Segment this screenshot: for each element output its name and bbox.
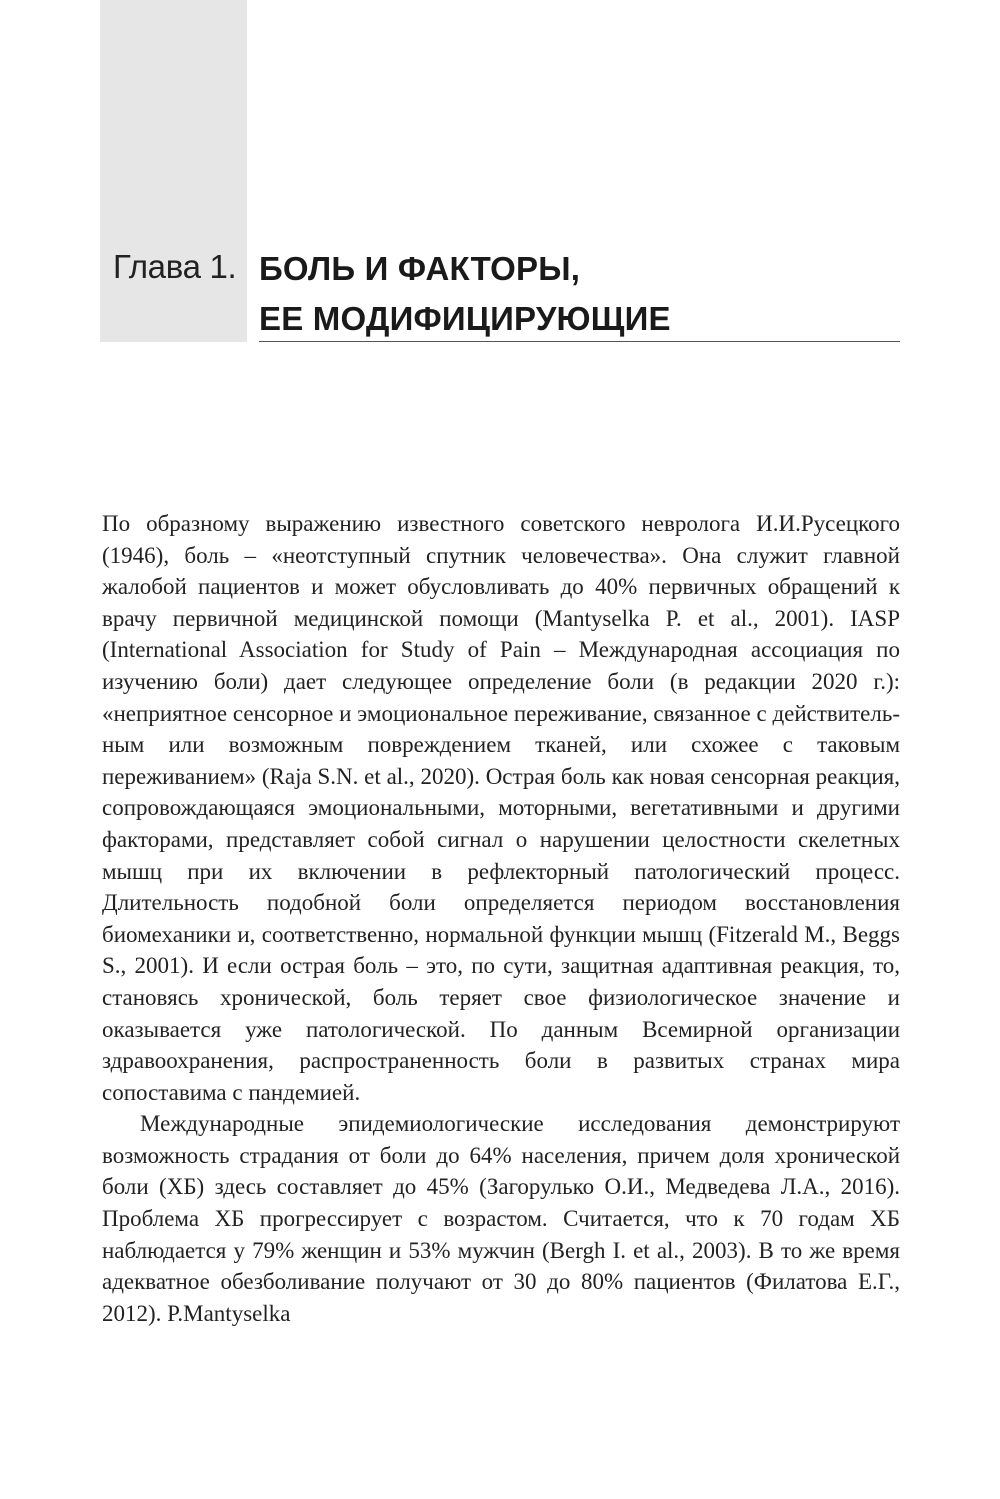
chapter-title [259, 244, 899, 344]
title-underline-rule [259, 341, 900, 342]
chapter-number-label: Глава 1. [113, 248, 237, 285]
paragraph-1: По образному выражению известного советского невролога И.И.Русецкого (1946), боль – «неотступный спутник человечества». Она служит главной жалобой пациентов и может обусловливать до 40% первичных обращений к врачу первичной медицинской помощи (Mantyselka P. et al., 2001). IASP (International Association for Study of Pain – Международная ассоциация по изучению боли) дает следующее определение боли (в редакции 2020 г.): «неприятное сенсорное и эмоциональное переживание, связанное с действительным или возможным повреждением тканей, или схожее с таковым переживанием» (Raja S.N. et al., 2020). Острая боль как новая сенсорная реакция, сопровождающаяся эмоциональными, моторными, вегетативными и другими факторами, представляет собой сигнал о нарушении целостности скелетных мышц при их включении в рефлекторный патологический процесс. Длительность подобной боли определяется периодом восстановления биомеханики и, соответственно, нормальной функции мышц (Fitzerald M., Beggs S., 2001). И если острая боль – это, по сути, защитная адаптивная реакция, то, становясь хронической, боль теряет свое физиологическое значение и оказывается уже патологической. По данным Всемирной организации здравоохранения, распространенность боли в развитых странах мира сопоставима с пандемией. [102, 511, 900, 1105]
chapter-header-band [100, 0, 247, 342]
chapter-title-line-1: БОЛЬ И ФАКТОРЫ, [259, 250, 581, 287]
body-text [102, 508, 900, 1329]
paragraph-2: Международные эпидемиологические исследования демонстрируют возможность страдания от боли до 64% населения, причем доля хронической боли (ХБ) здесь составляет до 45% (Загорулько О.И., Медведева Л.А., 2016). Проблема ХБ прогрессирует с возрастом. Считается, что к 70 годам ХБ наблюдается у 79% женщин и 53% мужчин (Bergh I. et al., 2003). В то же время адекватное обезболивание получают от 30 до 80% пациентов (Филатова Е.Г., 2012). P.Mantyselka [102, 1111, 900, 1326]
chapter-title-line-2: ЕЕ МОДИФИЦИРУЮЩИЕ [259, 300, 671, 337]
